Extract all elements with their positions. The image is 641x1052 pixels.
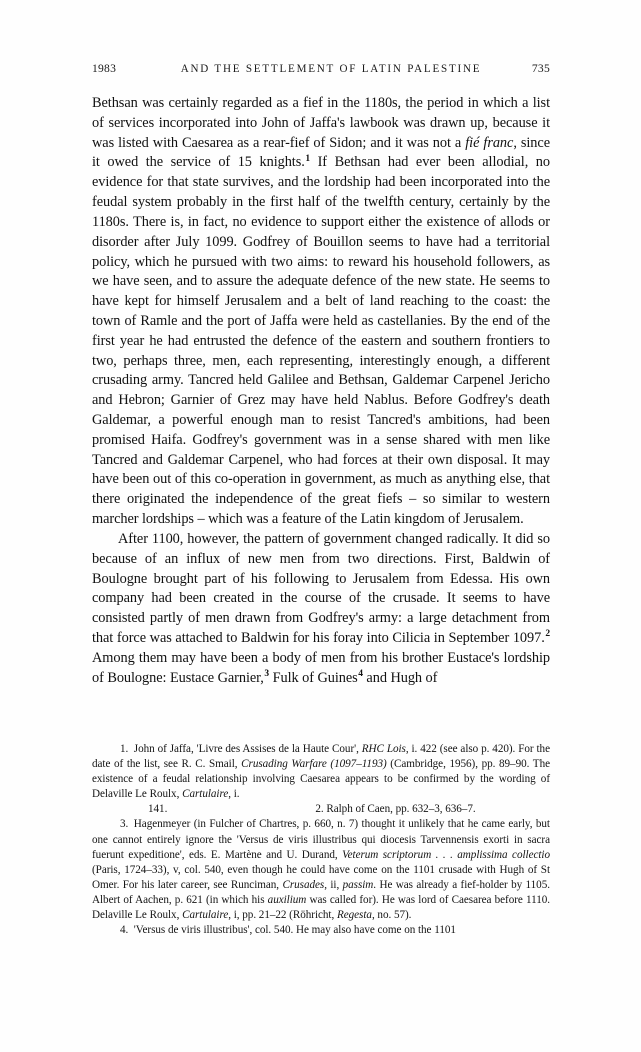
footnote-1: 1. John of Jaffa, 'Livre des Assises de la Haute Cour', RHC Lois, i. 422 (see also p. 420). For the date of the list, see R. C. Smail, Crusading Warfare (1097–1193) (Cambridge, 1956), pp. 89–90. The existence of a feudal relationship involving Caesarea appears to be confirmed by the wording of Delaville Le Roulx, Cartulaire, i. 141. 2. Ralph of Caen, pp. 632–3, 636–7. [92,743,550,816]
running-head [92,62,550,75]
footnotes [92,742,550,938]
footnote-3: 3. Hagenmeyer (in Fulcher of Chartres, p. 660, n. 7) thought it unlikely that he came early, but one cannot entirely ignore the 'Versus de viris illustribus qui diocesis Tarvennensis exorti in sacra fuerunt expeditione', eds. E. Martène and U. Durand, Veterum scriptorum . . . amplissima collectio (Paris, 1724–33), v, col. 540, even though he could have come on the 1101 crusade with Hugh of St Omer. For his later career, see Runciman, Crusades, ii, passim. He was already a fief-holder by 1105. Albert of Aachen, p. 621 (in which his auxilium was called for). He was lord of Caesarea before 1110. Delaville Le Roulx, Cartulaire, i, pp. 21–22 (Röhricht, Regesta, no. 57). [92,818,551,922]
paragraph-1: Bethsan was certainly regarded as a fief in the 1180s, the period in which a list of services incorporated into John of Jaffa's lawbook was drawn up, because it was listed with Caesarea as a rear-fief of Sidon; and it was not a fié franc, since it owed the service of 15 knights.$^1$ If Bethsan had ever been allodial, no evidence for that state survives, and the lordship had been incorporated into the feudal system probably in the first half of the twelfth century, certainly by the 1180s. There is, in fact, no evidence to support either the existence of allods or disorder after July 1099. Godfrey of Bouillon seems to have had a territorial policy, which he pursued with two aims: to reward his household followers, as we have seen, and to assure the adequate defence of the new state. He seems to have kept for himself Jerusalem and a belt of land reaching to the coast: the town of Ramle and the port of Jaffa were held as castellanies. By the end of the first year he had entrusted the defence of the eastern and southern frontiers to two, perhaps three, men, each representing, interestingly enough, a different crusading army. Tancred held Galilee and Bethsan, Galdemar Carpenel Jericho and Hebron; Garnier of Grez may have held Nablus. Before Godfrey's death Galdemar, a powerful enough man to resist Tancred's ambitions, had been promised Haifa. Godfrey's government was in a sense shared with men like Tancred and Galdemar Carpenel, who had forces at their own disposal. It may have been out of this co-operation in government, as much as anything else, that there originated the independence of the great fiefs – so similar to western marcher lordships – which was a feature of the Latin kingdom of Jerusalem. [92,95,550,528]
body-text [92,94,550,688]
page-number: 735 [531,62,550,75]
paragraph-2: After 1100, however, the pattern of government changed radically. It did so because of an influx of new men from two directions. First, Baldwin of Boulogne brought part of his following to Jerusalem from Edessa. His own company had been created in the course of the crusade. It seems to have consisted partly of men drawn from Godfrey's army: a large detachment from that force was attached to Baldwin for his foray into Cilicia in September 1097.$^2$ Among them may have been a body of men from his brother Eustace's lordship of Boulogne: Eustace Garnier,$^3$ Fulk of Guines$^4$ and Hugh of [92,530,550,686]
running-head-year: 1983 [92,62,117,75]
running-head-title: AND THE SETTLEMENT OF LATIN PALESTINE [180,63,482,75]
footnote-4: 4. 'Versus de viris illustribus', col. 540. He may also have come on the 1101 [120,924,456,937]
